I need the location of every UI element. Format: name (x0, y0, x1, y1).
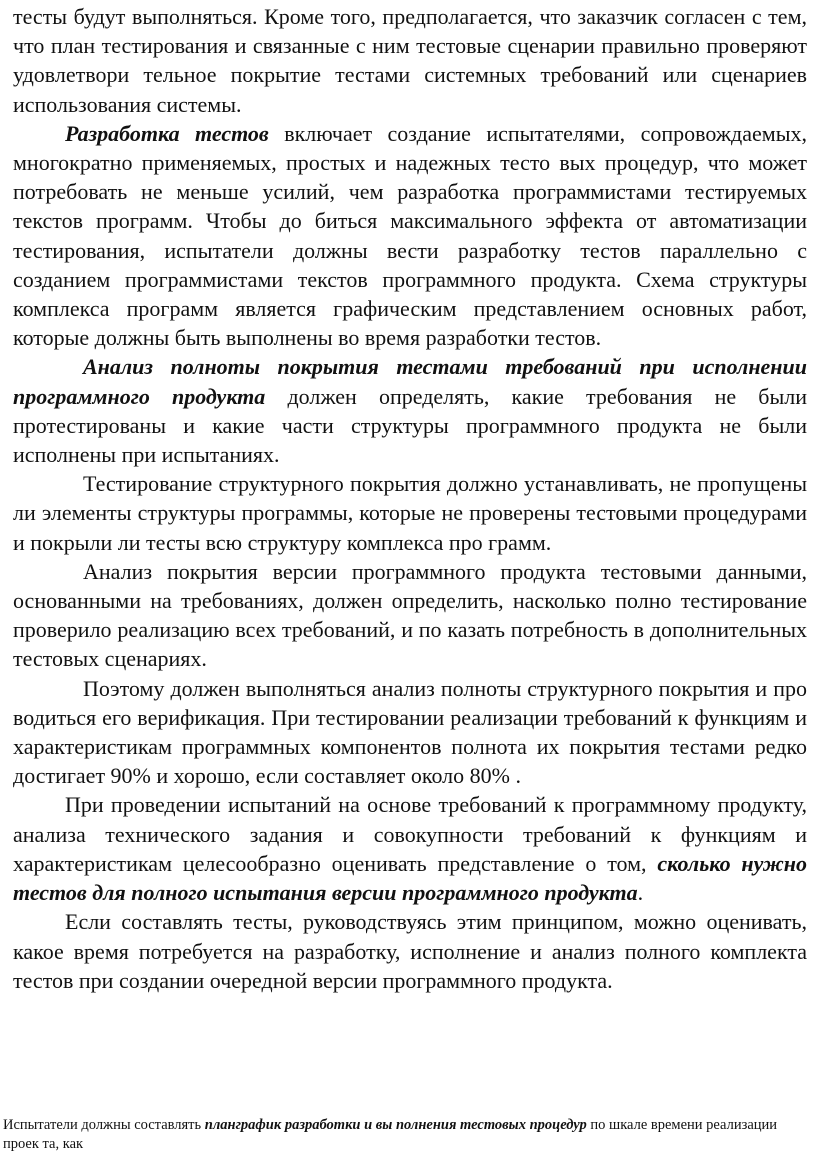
paragraph-4 (13, 469, 807, 557)
paragraph-8 (13, 907, 807, 995)
paragraph-3 (13, 352, 807, 469)
paragraph-1-text: тесты будут выполняться. Кроме того, предполагается, что заказчик согласен с тем, что план тестирования и связанные с ним тестовые сценарии правильно проверяют удовлетвори тельное покрытие тестами системных требований или сценариев использования системы. (13, 4, 807, 117)
paragraph-5 (13, 557, 807, 674)
footer-text: Испытатели должны составлять (3, 1117, 205, 1133)
paragraph-3-term: Анализ полноты покрытия тестами требований при исполнении программного продукта (13, 354, 807, 409)
body-text (13, 2, 807, 995)
paragraph-2 (13, 119, 807, 353)
paragraph-2-term: Разработка тестов (65, 120, 269, 146)
footer-note (3, 1116, 803, 1154)
paragraph-3-text: должен определять, какие требования не были протестированы и какие части структуры программного продукта не были исполнены при испытаниях. (13, 383, 807, 468)
paragraph-5-text: Анализ покрытия версии программного продукта тестовыми данными, основанными на требованиях, должен определить, насколько полно тестирование проверило реализацию всех требований, и по казать потребность в дополнительных тестовых сценариях. (13, 558, 807, 672)
paragraph-4-text: Тестирование структурного покрытия должно устанавливать, не пропущены ли элементы структуры программы, которые не проверены тестовыми процедурами и покрыли ли тесты всю структуру комплекса про грамм. (13, 471, 807, 555)
paragraph-7-text: При проведении испытаний на основе требований к программному продукту, анализа технического задания и совокупности требований к функциям и характеристикам целесообразно оценивать представление о том, (13, 792, 807, 876)
paragraph-1 (13, 2, 807, 119)
footer-end: по шкале времени реализации проек та, как (3, 1117, 778, 1152)
paragraph-8-text: Если составлять тесты, руководствуясь этим принципом, можно оценивать, какое время потребуется на разработку, исполнение и анализ полного комплекта тестов при создании очередной версии программного продукта. (13, 909, 807, 993)
paragraph-6 (13, 674, 807, 791)
paragraph-2-text: включает создание испытателями, сопровождаемых, многократно применяемых, простых и надежных тесто вых процедур, что может потребовать не меньше усилий, чем разработка программистами тестируемых текстов программ. Чтобы до биться максимального эффекта от автоматизации тестирования, испытатели должны вести разработку тестов параллельно с созданием программистами текстов программного продукта. Схема структуры комплекса программ является графическим представлением основных работ, которые должны быть выполнены во время разработки тестов. (13, 120, 807, 351)
paragraph-7-end: . (637, 880, 644, 906)
paragraph-6-text: Поэтому должен выполняться анализ полноты структурного покрытия и про водиться его верификация. При тестировании реализации требований к функциям и характеристикам программных компонентов полнота их покрытия тестами редко достигает 90% и хорошо, если составляет около 80% . (13, 675, 807, 789)
paragraph-7 (13, 790, 807, 907)
footer-emphasis: планграфик разработки и вы полнения тестовых процедур (204, 1117, 587, 1133)
paragraph-7-emphasis: сколько нужно тестов для полного испытания версии программного продукта (13, 850, 808, 906)
